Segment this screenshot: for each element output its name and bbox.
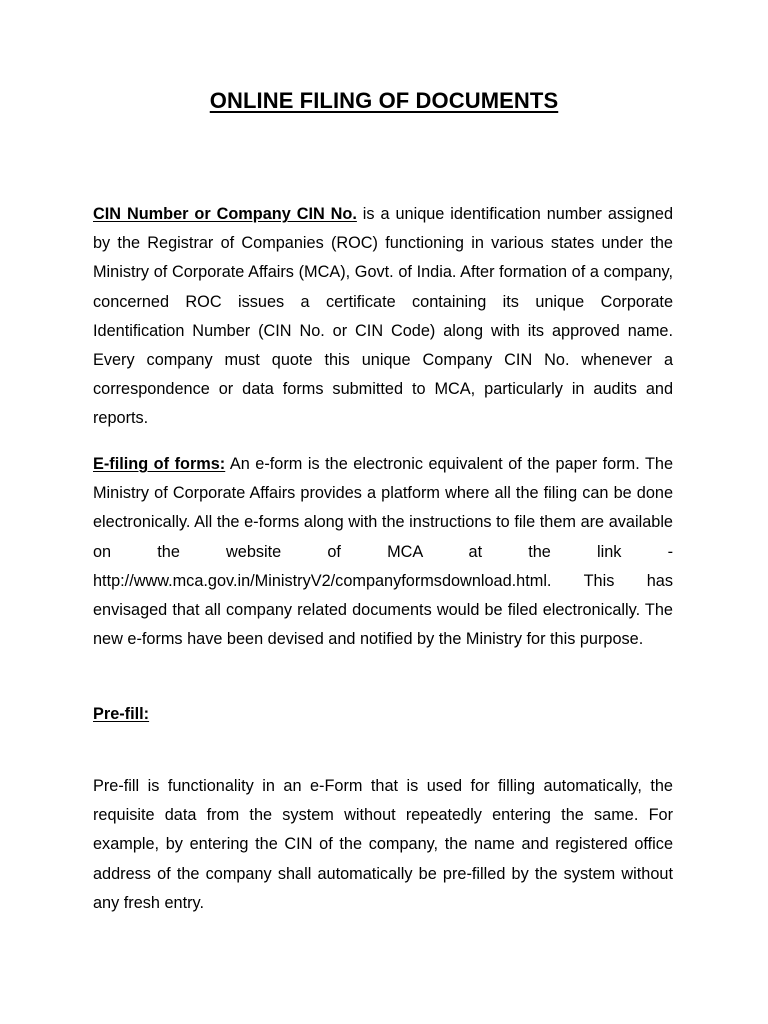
prefill-heading: Pre-fill:: [93, 705, 150, 723]
efiling-lead-term: E-filing of forms:: [93, 455, 226, 473]
prefill-paragraph: [93, 772, 673, 918]
cin-paragraph: [93, 200, 673, 434]
efiling-paragraph-text: An e-form is the electronic equivalent of the paper form. The Ministry of Corporate Affairs provides a platform where all the filing can be done electronically. All the e-forms along with the instructions to file them are available on the website of MCA at the link - http://www.mca.gov.in/MinistryV2/companyformsdownload.html. This has envisaged that all company related documents would be filed electronically. The new e-forms have been devised and notified by the Ministry for this purpose.: [93, 455, 674, 649]
efiling-paragraph: [93, 450, 673, 654]
page-title: ONLINE FILING OF DOCUMENTS: [209, 88, 559, 113]
cin-lead-term: CIN Number or Company CIN No.: [93, 205, 357, 223]
cin-paragraph-text: is a unique identification number assigned by the Registrar of Companies (ROC) functioning in various states under the Ministry of Corporate Affairs (MCA), Govt. of India. After formation of a company, concerned ROC issues a certificate containing its unique Corporate Identification Number (CIN No. or CIN Code) along with its approved name. Every company must quote this unique Company CIN No. whenever a correspondence or data forms submitted to MCA, particularly in audits and reports.: [93, 205, 673, 428]
prefill-paragraph-text: Pre-fill is functionality in an e-Form that is used for filling automatically, the requisite data from the system without repeatedly entering the same. For example, by entering the CIN of the company, the name and registered office address of the company shall automatically be pre-filled by the system without any fresh entry.: [93, 777, 673, 912]
